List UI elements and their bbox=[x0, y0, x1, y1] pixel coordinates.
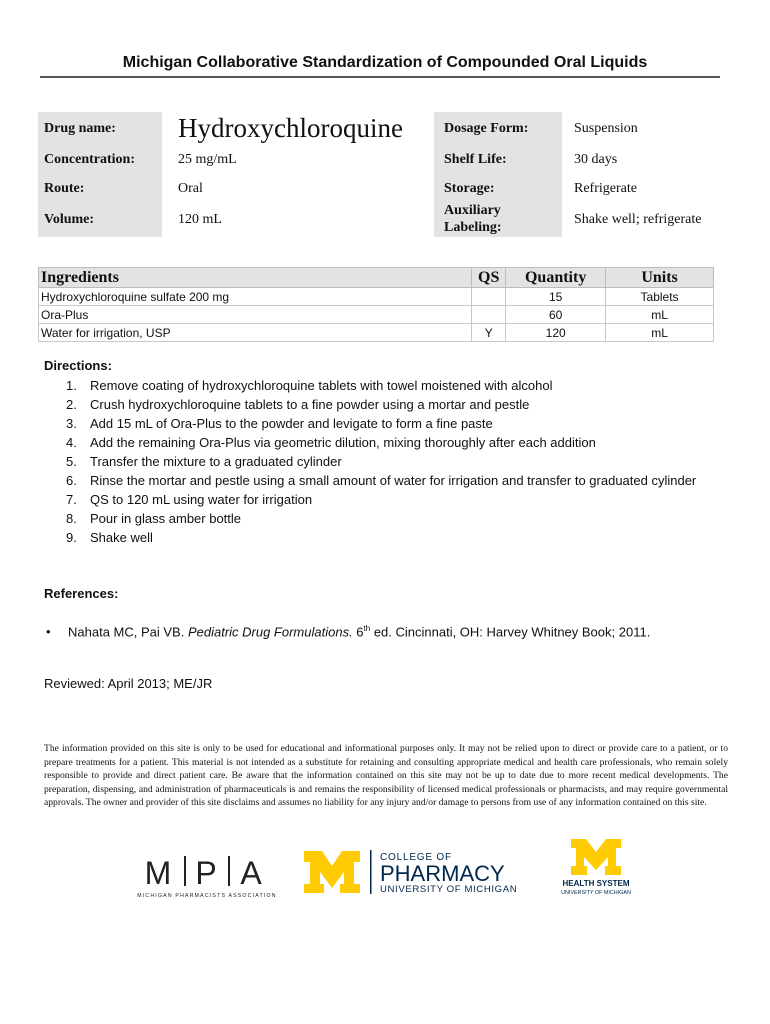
step-number: 1. bbox=[66, 378, 77, 393]
auxiliary-labeling-value: Shake well; refrigerate bbox=[574, 212, 702, 227]
disclaimer-text: The information provided on this site is only to be used for educational and informational purposes only. It may not be relied upon to direct or provide care to a patient, or to prepare treatments for a patient. This material is not intended as a substitute for retaining and consulting appropriate medical and health care professionals, who remain solely responsible to provide and direct patient care. Be aware that the information contained on this site may not be up to date due to more recent medical developments. The preparation, dispensing, and administration of pharmaceuticals is and remains the responsibility of licensed medical professionals or pharmacists, and may require governmental approvals. The owner and provider of this site disclaims and assumes no liability for any injury and/or damage to persons from use of any information contained on this site. bbox=[44, 743, 728, 809]
step-number: 5. bbox=[66, 454, 77, 469]
col-header-qs: QS bbox=[472, 268, 506, 288]
volume-label: Volume: bbox=[44, 212, 95, 227]
step-number: 7. bbox=[66, 492, 77, 507]
block-m-icon bbox=[304, 851, 360, 893]
step-text: Shake well bbox=[90, 530, 153, 545]
direction-step bbox=[44, 433, 714, 452]
col-header-ingredients: Ingredients bbox=[39, 268, 472, 288]
concentration-value: 25 mg/mL bbox=[178, 152, 237, 167]
mpa-divider bbox=[228, 856, 230, 886]
auxiliary-label-line2: Labeling: bbox=[444, 220, 502, 235]
ingredient-quantity: 15 bbox=[506, 288, 606, 306]
route-value: Oral bbox=[178, 181, 203, 196]
ingredient-name: Ora-Plus bbox=[39, 306, 472, 324]
table-row bbox=[39, 288, 714, 306]
title-divider bbox=[40, 76, 720, 78]
hs-line1: HEALTH SYSTEM bbox=[562, 879, 630, 888]
step-text: Add 15 mL of Ora-Plus to the powder and levigate to form a fine paste bbox=[90, 416, 493, 431]
reference-book-title: Pediatric Drug Formulations. bbox=[187, 624, 353, 640]
direction-step bbox=[44, 452, 714, 471]
drug-name-value: Hydroxychloroquine bbox=[178, 113, 403, 143]
directions-list bbox=[44, 376, 714, 547]
table-row bbox=[39, 306, 714, 324]
cop-line1: COLLEGE OF bbox=[380, 852, 452, 863]
ingredient-units: Tablets bbox=[606, 288, 714, 306]
ingredients-table bbox=[38, 267, 714, 342]
step-number: 3. bbox=[66, 416, 77, 431]
reference-publisher: ed. Cincinnati, OH: Harvey Whitney Book; 2011. bbox=[370, 624, 651, 640]
ingredient-name: Water for irrigation, USP bbox=[39, 324, 472, 342]
direction-step bbox=[44, 471, 714, 490]
ingredient-quantity: 120 bbox=[506, 324, 606, 342]
ingredients-header-row bbox=[39, 268, 714, 288]
mpa-letter-m: M bbox=[144, 855, 172, 891]
college-of-pharmacy-logo bbox=[304, 848, 540, 896]
reviewed-note: Reviewed: April 2013; ME/JR bbox=[44, 676, 213, 691]
hs-line2: UNIVERSITY OF MICHIGAN bbox=[561, 890, 631, 896]
bullet-icon: • bbox=[46, 624, 51, 639]
reference-authors: Nahata MC, Pai VB. bbox=[68, 624, 188, 640]
auxiliary-label-line1: Auxiliary bbox=[444, 203, 501, 218]
storage-label: Storage: bbox=[444, 181, 495, 196]
direction-step bbox=[44, 395, 714, 414]
ingredient-qs bbox=[472, 288, 506, 306]
step-text: Remove coating of hydroxychloroquine tablets with towel moistened with alcohol bbox=[90, 378, 553, 393]
drug-info-grid bbox=[38, 112, 724, 237]
col-header-quantity: Quantity bbox=[506, 268, 606, 288]
step-text: Pour in glass amber bottle bbox=[90, 511, 242, 526]
references-heading: References: bbox=[44, 586, 119, 601]
step-number: 8. bbox=[66, 511, 77, 526]
route-label: Route: bbox=[44, 181, 85, 196]
ingredient-qs bbox=[472, 306, 506, 324]
concentration-label: Concentration: bbox=[44, 152, 135, 167]
mpa-caption: MICHIGAN PHARMACISTS ASSOCIATION bbox=[137, 893, 277, 899]
direction-step bbox=[44, 528, 714, 547]
volume-value: 120 mL bbox=[178, 212, 222, 227]
cop-line2: PHARMACY bbox=[380, 861, 505, 886]
reference-edition-number: 6 bbox=[352, 624, 364, 640]
mpa-logo-graphic bbox=[136, 850, 278, 900]
step-number: 9. bbox=[66, 530, 77, 545]
dosage-form-label: Dosage Form: bbox=[444, 121, 529, 136]
step-text: QS to 120 mL using water for irrigation bbox=[90, 492, 313, 507]
ingredient-units: mL bbox=[606, 306, 714, 324]
direction-step bbox=[44, 490, 714, 509]
table-row bbox=[39, 324, 714, 342]
mpa-letter-a: A bbox=[240, 855, 262, 891]
storage-value: Refrigerate bbox=[574, 181, 637, 196]
step-text: Crush hydroxychloroquine tablets to a fine powder using a mortar and pestle bbox=[90, 397, 530, 412]
ingredient-units: mL bbox=[606, 324, 714, 342]
logo-divider bbox=[370, 850, 372, 894]
step-number: 4. bbox=[66, 435, 77, 450]
col-header-units: Units bbox=[606, 268, 714, 288]
health-system-graphic bbox=[556, 838, 638, 896]
ingredient-qs: Y bbox=[472, 324, 506, 342]
direction-step bbox=[44, 509, 714, 528]
dosage-form-value: Suspension bbox=[574, 121, 638, 136]
shelf-life-value: 30 days bbox=[574, 152, 618, 167]
step-number: 2. bbox=[66, 397, 77, 412]
health-system-logo bbox=[556, 838, 638, 896]
mpa-logo bbox=[136, 850, 278, 900]
direction-step bbox=[44, 414, 714, 433]
page-title: Michigan Collaborative Standardization of Compounded Oral Liquids bbox=[122, 54, 648, 71]
mpa-letter-p: P bbox=[195, 855, 217, 891]
cop-line3: UNIVERSITY OF MICHIGAN bbox=[380, 884, 518, 895]
step-text: Rinse the mortar and pestle using a small amount of water for irrigation and transfer to graduated cylinder bbox=[90, 473, 697, 488]
step-number: 6. bbox=[66, 473, 77, 488]
ingredient-name: Hydroxychloroquine sulfate 200 mg bbox=[39, 288, 472, 306]
step-text: Add the remaining Ora-Plus via geometric dilution, mixing thoroughly after each addition bbox=[90, 435, 596, 450]
direction-step bbox=[44, 376, 714, 395]
step-text: Transfer the mixture to a graduated cylinder bbox=[90, 454, 342, 469]
block-m-icon bbox=[571, 839, 621, 875]
ingredient-quantity: 60 bbox=[506, 306, 606, 324]
directions-heading: Directions: bbox=[44, 358, 112, 373]
reference-text bbox=[68, 624, 650, 639]
college-of-pharmacy-graphic bbox=[304, 848, 540, 896]
shelf-life-label: Shelf Life: bbox=[444, 152, 507, 167]
mpa-divider bbox=[184, 856, 186, 886]
reference-edition-suffix: th bbox=[363, 624, 371, 633]
drug-name-label: Drug name: bbox=[44, 121, 116, 136]
